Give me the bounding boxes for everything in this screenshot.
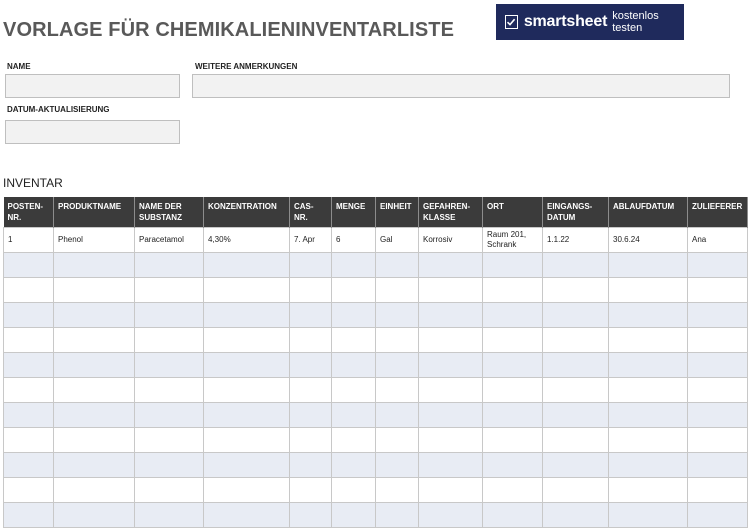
table-cell[interactable] — [332, 303, 376, 328]
table-row — [4, 253, 748, 278]
table-cell[interactable] — [543, 378, 609, 403]
table-cell[interactable] — [332, 328, 376, 353]
table-cell[interactable] — [135, 428, 204, 453]
table-cell[interactable] — [54, 403, 135, 428]
table-cell[interactable] — [4, 478, 54, 503]
table-cell[interactable] — [419, 378, 483, 403]
table-row — [4, 503, 748, 528]
table-cell[interactable] — [609, 453, 688, 478]
table-cell[interactable] — [135, 328, 204, 353]
table-cell[interactable] — [4, 378, 54, 403]
table-cell[interactable] — [543, 303, 609, 328]
table-cell[interactable] — [4, 328, 54, 353]
table-cell[interactable]: Korrosiv — [419, 228, 483, 253]
table-cell[interactable] — [543, 353, 609, 378]
table-cell[interactable] — [609, 353, 688, 378]
table-cell[interactable] — [419, 253, 483, 278]
table-cell[interactable] — [4, 403, 54, 428]
table-cell[interactable] — [543, 428, 609, 453]
table-cell[interactable] — [4, 353, 54, 378]
table-cell[interactable] — [135, 453, 204, 478]
table-cell[interactable] — [54, 453, 135, 478]
column-header: ABLAUFDATUM — [609, 197, 688, 228]
trial-cta: kostenlos testen — [612, 10, 659, 34]
table-cell[interactable] — [135, 303, 204, 328]
table-cell[interactable] — [135, 353, 204, 378]
table-cell[interactable] — [204, 278, 290, 303]
table-cell[interactable] — [609, 328, 688, 353]
table-cell[interactable] — [376, 453, 419, 478]
table-cell[interactable] — [376, 278, 419, 303]
table-row — [4, 328, 748, 353]
table-cell[interactable] — [543, 403, 609, 428]
table-cell[interactable] — [483, 453, 543, 478]
table-cell[interactable] — [543, 478, 609, 503]
table-cell[interactable] — [419, 403, 483, 428]
table-cell[interactable] — [483, 503, 543, 528]
table-cell[interactable] — [204, 478, 290, 503]
table-cell[interactable] — [609, 503, 688, 528]
table-cell[interactable] — [609, 378, 688, 403]
table-cell[interactable] — [688, 328, 748, 353]
table-cell[interactable] — [4, 278, 54, 303]
table-cell[interactable] — [609, 403, 688, 428]
date-field[interactable] — [5, 120, 180, 144]
table-cell[interactable] — [204, 353, 290, 378]
table-cell[interactable] — [543, 503, 609, 528]
smartsheet-trial-banner[interactable] — [496, 4, 684, 40]
table-cell[interactable] — [688, 353, 748, 378]
table-cell[interactable] — [4, 453, 54, 478]
table-row — [4, 478, 748, 503]
table-cell[interactable] — [290, 503, 332, 528]
table-cell[interactable] — [4, 303, 54, 328]
table-cell[interactable] — [419, 353, 483, 378]
table-cell[interactable] — [290, 303, 332, 328]
table-row — [4, 303, 748, 328]
column-header: MENGE — [332, 197, 376, 228]
table-cell[interactable] — [688, 453, 748, 478]
table-cell[interactable] — [376, 303, 419, 328]
table-cell[interactable] — [376, 328, 419, 353]
column-header: KONZENTRATION — [204, 197, 290, 228]
table-row — [4, 453, 748, 478]
column-header: NAME DER SUBSTANZ — [135, 197, 204, 228]
table-cell[interactable] — [54, 428, 135, 453]
table-cell[interactable] — [376, 378, 419, 403]
table-cell[interactable] — [332, 428, 376, 453]
table-cell[interactable] — [290, 428, 332, 453]
table-cell[interactable] — [4, 428, 54, 453]
table-cell[interactable] — [419, 328, 483, 353]
table-cell[interactable] — [332, 278, 376, 303]
notes-label: WEITERE ANMERKUNGEN — [195, 62, 298, 71]
table-cell[interactable] — [419, 428, 483, 453]
column-header: GEFAHREN- KLASSE — [419, 197, 483, 228]
table-cell[interactable] — [543, 253, 609, 278]
table-cell[interactable] — [204, 253, 290, 278]
table-cell[interactable] — [290, 353, 332, 378]
table-cell[interactable]: Phenol — [54, 228, 135, 253]
table-cell[interactable] — [543, 328, 609, 353]
table-cell[interactable] — [483, 478, 543, 503]
table-cell[interactable] — [332, 353, 376, 378]
table-cell[interactable] — [483, 303, 543, 328]
table-cell[interactable] — [332, 253, 376, 278]
table-cell[interactable] — [483, 403, 543, 428]
table-row — [4, 228, 748, 253]
table-cell[interactable] — [204, 303, 290, 328]
table-cell[interactable] — [290, 453, 332, 478]
table-cell[interactable]: Paracetamol — [135, 228, 204, 253]
table-cell[interactable] — [204, 428, 290, 453]
table-cell[interactable] — [54, 278, 135, 303]
table-cell[interactable] — [54, 478, 135, 503]
table-cell[interactable] — [204, 378, 290, 403]
table-cell[interactable] — [54, 378, 135, 403]
column-header: ORT — [483, 197, 543, 228]
table-cell[interactable] — [419, 478, 483, 503]
table-header-row — [4, 197, 748, 228]
table-cell[interactable] — [332, 403, 376, 428]
table-cell[interactable]: 4,30% — [204, 228, 290, 253]
table-cell[interactable] — [332, 378, 376, 403]
table-cell[interactable] — [290, 328, 332, 353]
table-cell[interactable] — [543, 278, 609, 303]
table-cell[interactable] — [483, 253, 543, 278]
table-cell[interactable] — [419, 503, 483, 528]
table-cell[interactable] — [688, 253, 748, 278]
table-cell[interactable] — [543, 453, 609, 478]
table-cell[interactable] — [204, 403, 290, 428]
table-row — [4, 353, 748, 378]
table-cell[interactable] — [609, 253, 688, 278]
table-row — [4, 428, 748, 453]
table-cell[interactable] — [688, 278, 748, 303]
table-cell[interactable] — [688, 303, 748, 328]
table-cell[interactable] — [54, 353, 135, 378]
check-icon — [505, 15, 518, 29]
table-cell[interactable] — [483, 428, 543, 453]
table-cell[interactable] — [54, 503, 135, 528]
date-label: DATUM-AKTUALISIERUNG — [7, 105, 110, 114]
table-cell[interactable] — [290, 478, 332, 503]
table-cell[interactable] — [54, 253, 135, 278]
table-cell[interactable]: 1 — [4, 228, 54, 253]
table-cell[interactable]: Gal — [376, 228, 419, 253]
table-cell[interactable] — [204, 453, 290, 478]
table-cell[interactable] — [4, 503, 54, 528]
table-cell[interactable] — [376, 353, 419, 378]
table-cell[interactable] — [419, 303, 483, 328]
column-header: POSTEN- NR. — [4, 197, 54, 228]
table-cell[interactable] — [419, 278, 483, 303]
table-cell[interactable] — [688, 478, 748, 503]
table-cell[interactable] — [483, 278, 543, 303]
table-row — [4, 378, 748, 403]
column-header: EINHEIT — [376, 197, 419, 228]
column-header: EINGANGS- DATUM — [543, 197, 609, 228]
table-cell[interactable] — [609, 428, 688, 453]
table-cell[interactable] — [135, 403, 204, 428]
brand-name: smartsheet — [523, 13, 608, 30]
column-header: ZULIEFERER — [688, 197, 748, 228]
table-cell[interactable] — [332, 478, 376, 503]
table-cell[interactable] — [332, 453, 376, 478]
table-cell[interactable] — [376, 478, 419, 503]
table-cell[interactable] — [688, 378, 748, 403]
table-cell[interactable] — [609, 478, 688, 503]
table-cell[interactable] — [204, 328, 290, 353]
table-cell[interactable]: 6 — [332, 228, 376, 253]
table-cell[interactable] — [688, 428, 748, 453]
name-label: NAME — [7, 62, 31, 71]
column-header: PRODUKTNAME — [54, 197, 135, 228]
table-cell[interactable] — [609, 303, 688, 328]
table-cell[interactable]: Ana — [688, 228, 748, 253]
table-cell[interactable] — [135, 253, 204, 278]
table-row — [4, 403, 748, 428]
column-header: CAS- NR. — [290, 197, 332, 228]
table-cell[interactable]: 1.1.22 — [543, 228, 609, 253]
table-cell[interactable] — [290, 378, 332, 403]
name-field[interactable] — [5, 74, 180, 98]
table-cell[interactable] — [376, 503, 419, 528]
inventory-table — [3, 197, 748, 528]
table-cell[interactable] — [135, 503, 204, 528]
table-row — [4, 278, 748, 303]
table-cell[interactable] — [419, 453, 483, 478]
table-cell[interactable] — [483, 328, 543, 353]
page-title: VORLAGE FÜR CHEMIKALIENINVENTARLISTE — [3, 19, 455, 41]
table-cell[interactable] — [688, 503, 748, 528]
section-title: INVENTAR — [3, 176, 63, 190]
table-cell[interactable] — [688, 403, 748, 428]
table-cell[interactable] — [204, 503, 290, 528]
table-cell[interactable] — [290, 278, 332, 303]
table-cell[interactable]: 7. Apr — [290, 228, 332, 253]
table-cell[interactable] — [54, 328, 135, 353]
table-cell[interactable] — [332, 503, 376, 528]
table-cell[interactable] — [290, 403, 332, 428]
table-cell[interactable]: Raum 201, Schrank — [483, 228, 543, 253]
table-cell[interactable] — [135, 378, 204, 403]
table-cell[interactable] — [135, 278, 204, 303]
notes-field[interactable] — [192, 74, 730, 98]
table-cell[interactable] — [290, 253, 332, 278]
table-cell[interactable] — [376, 428, 419, 453]
table-cell[interactable] — [376, 253, 419, 278]
table-cell[interactable] — [135, 478, 204, 503]
table-cell[interactable] — [376, 403, 419, 428]
table-cell[interactable] — [54, 303, 135, 328]
table-cell[interactable] — [4, 253, 54, 278]
table-cell[interactable]: 30.6.24 — [609, 228, 688, 253]
table-cell[interactable] — [483, 378, 543, 403]
table-cell[interactable] — [609, 278, 688, 303]
table-cell[interactable] — [483, 353, 543, 378]
